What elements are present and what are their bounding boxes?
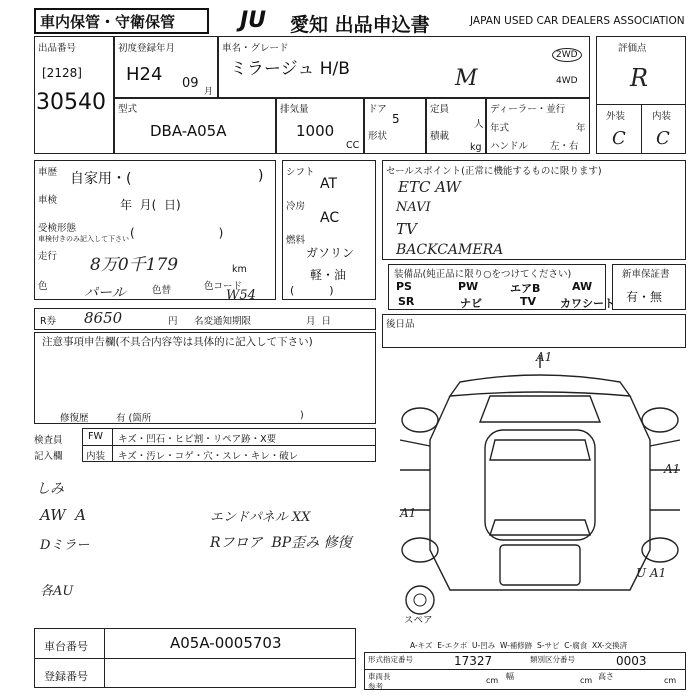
ju-logo: JU: [240, 8, 267, 33]
equip-aw: AW: [572, 280, 593, 293]
height-label: 高さ: [598, 672, 614, 681]
color-value: パール: [84, 285, 126, 301]
reg-label: 初度登録年月: [118, 43, 176, 54]
fuel-label: 燃料: [286, 235, 306, 246]
fw-label: FW: [88, 431, 103, 442]
exterior-grade: C: [612, 128, 626, 149]
shift-value: AT: [320, 176, 338, 192]
handnote-5: Rフロア BP歪み 修復: [210, 535, 352, 551]
equip-ps: PS: [396, 280, 412, 293]
year-unit: 年: [576, 123, 586, 134]
equip-tv: TV: [520, 295, 537, 308]
color-label: 色: [38, 281, 48, 292]
drive-2wd: 2WD: [552, 48, 582, 62]
recycle-paren: ( ): [130, 226, 224, 240]
disp-value: 1000: [296, 122, 335, 140]
reg-number-label: 登録番号: [44, 670, 88, 683]
damage-legend: A-キズ E-エクボ U-凹み W-補修跡 S-サビ C-腐食 XX-交換済: [410, 641, 628, 650]
type-value: DBA-A05A: [150, 122, 227, 140]
interior-label: 内装: [652, 111, 672, 122]
reg-month-unit: 月: [204, 87, 214, 97]
reg-month: 09: [182, 76, 199, 91]
handnote-4: エンドパネル XX: [210, 510, 311, 525]
inspect-label: 車検: [38, 195, 58, 206]
load-unit: kg: [470, 142, 482, 153]
exterior-label: 外装: [606, 111, 626, 122]
reg-year: H24: [126, 64, 163, 85]
cat-value: 0003: [616, 654, 647, 668]
model-name: ミラージュ H/B: [230, 59, 350, 79]
org-english: JAPAN USED CAR DEALERS ASSOCIATION: [470, 15, 685, 27]
type-label: 型式: [118, 104, 138, 115]
equip-navi: ナビ: [460, 297, 482, 310]
lot-sub: [2128]: [42, 66, 82, 80]
spare-label: スペア: [404, 615, 433, 626]
history-close: ): [258, 168, 264, 184]
grade-handwritten: M: [455, 66, 478, 91]
bottom-divider: [364, 669, 686, 670]
inspect-value: 年 月( 日): [120, 198, 181, 212]
equip-airbag: エアB: [510, 282, 541, 295]
mileage-value: 8万0千179: [90, 255, 179, 275]
fuel-value-2: 軽・油: [310, 268, 347, 282]
repair-value: 有 (箇所: [116, 413, 152, 424]
chassis-col: [104, 628, 105, 688]
cap-label: 定員: [430, 104, 450, 115]
ref-label: 参考: [368, 682, 383, 691]
chassis-label: 車台番号: [44, 640, 88, 653]
inspector-col-divider: [112, 428, 113, 462]
color-change-label: 色替: [152, 285, 172, 296]
diagram-mark-3: A1: [400, 506, 417, 520]
repair-label: 修復歴: [60, 413, 89, 424]
interior-row-label: 内装: [86, 451, 106, 462]
cat-label: 類別区分番号: [530, 655, 575, 664]
disp-unit: CC: [346, 140, 360, 151]
sales-label: セールスポイント(正常に機能するものに限ります): [386, 166, 602, 177]
len-label: 車両長: [368, 672, 391, 681]
score-value: R: [630, 64, 649, 92]
interior-grade: C: [656, 128, 670, 149]
score-mid-divider: [641, 104, 642, 154]
mileage-label: 走行: [38, 251, 58, 262]
r-ticket-unit: 円: [168, 316, 178, 327]
door-label: ドア: [368, 104, 387, 115]
history-value: 自家用・(: [70, 171, 132, 187]
inspector-label-1: 検査員: [34, 435, 63, 446]
height-unit: cm: [664, 676, 677, 685]
sales-item-2: NAVI: [396, 200, 431, 215]
fuel-paren: ( ): [290, 284, 334, 297]
rear-label: 後日品: [386, 319, 415, 330]
mileage-unit: km: [232, 264, 247, 275]
len-unit: cm: [486, 676, 499, 685]
type-no-value: 17327: [454, 654, 493, 668]
door-value: 5: [392, 112, 400, 126]
chassis-value: A05A-0005703: [170, 634, 282, 652]
fw-items: キズ・凹石・ヒビ割・リペア跡・X要: [118, 434, 277, 445]
r-ticket-value: 8650: [84, 309, 123, 327]
score-label: 評価点: [618, 43, 647, 54]
ac-label: 冷房: [286, 201, 306, 212]
equip-sr: SR: [398, 295, 415, 308]
recycle-label: 受検形態: [38, 223, 77, 234]
year-label: 年式: [490, 123, 510, 134]
model-label: 車名・グレード: [222, 43, 289, 54]
handle-options: 左・右: [550, 141, 579, 152]
warranty-label: 新車保証書: [622, 269, 670, 280]
storage-stamp-text: 車内保管・守衛保管: [40, 13, 176, 31]
handle-label: ハンドル: [490, 141, 529, 152]
dealer-label: ディーラー・並行: [490, 104, 566, 115]
notice-label: 名変通知期限: [194, 316, 252, 327]
type-no-label: 形式指定番号: [368, 655, 413, 664]
color-code-value: W54: [226, 288, 256, 303]
disp-label: 排気量: [280, 104, 309, 115]
color-code-label: 色コード: [204, 281, 243, 292]
repair-close: ): [300, 410, 304, 421]
interior-items: キズ・汚レ・コゲ・穴・スレ・キレ・破レ: [118, 451, 299, 462]
notice-unit: 月 日: [306, 316, 332, 327]
handnote-2: AW A: [40, 506, 87, 524]
equipment-label: 装備品(純正品に限り○をつけてください): [394, 269, 572, 280]
chassis-divider: [34, 658, 356, 659]
shift-label: シフト: [286, 167, 315, 178]
width-unit: cm: [580, 676, 593, 685]
equip-pw: PW: [458, 280, 479, 293]
history-label: 車歴: [38, 167, 58, 178]
diagram-mark-2: A1: [664, 462, 681, 476]
inspector-label-2: 記入欄: [34, 451, 63, 462]
equip-seat: カワシート: [560, 297, 615, 310]
load-label: 積載: [430, 131, 450, 142]
drive-4wd: 4WD: [556, 76, 578, 86]
fuel-value: ガソリン: [306, 246, 355, 260]
ac-value: AC: [320, 210, 340, 226]
r-ticket-label: R券: [40, 316, 57, 327]
form-title: 愛知 出品申込書: [290, 14, 430, 36]
width-label: 幅: [506, 672, 514, 681]
notes-label: 注意事項申告欄(不具合内容等は具体的に記入して下さい): [42, 336, 313, 348]
shape-label: 形状: [368, 131, 388, 142]
sales-item-3: TV: [396, 220, 417, 238]
inspector-row-divider: [82, 445, 376, 446]
diagram-mark-4: U A1: [636, 566, 667, 580]
sales-item-4: BACKCAMERA: [396, 242, 504, 258]
cap-unit: 人: [474, 119, 484, 130]
recycle-sub: 車検付きのみ記入して下さい: [38, 235, 129, 243]
handnote-3: Dミラー: [40, 538, 90, 553]
warranty-value: 有・無: [626, 290, 663, 304]
diagram-mark-1: A1: [536, 350, 553, 364]
handnote-6: 各AU: [40, 584, 74, 599]
sales-item-1: ETC AW: [398, 178, 461, 196]
rear-box: [382, 314, 686, 348]
lot-label: 出品番号: [38, 43, 77, 54]
handnote-1: しみ: [36, 481, 64, 497]
lot-number: 30540: [36, 90, 106, 115]
